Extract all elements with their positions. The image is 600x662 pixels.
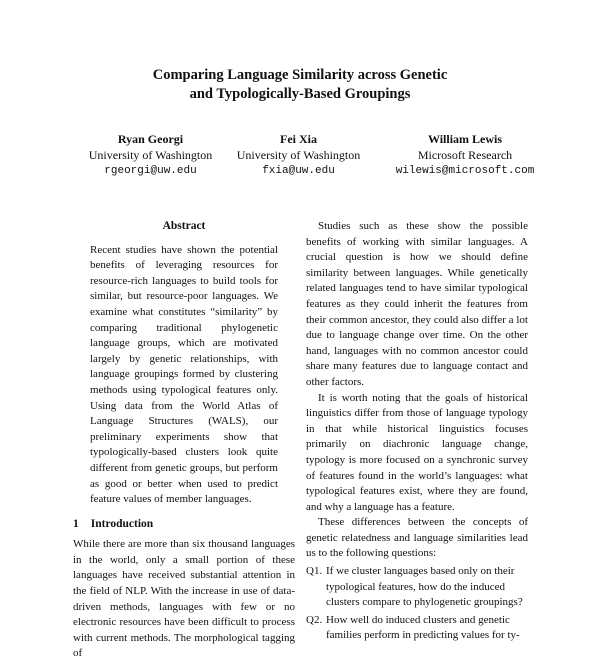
author-name: William Lewis bbox=[427, 132, 503, 146]
intro-paragraph: While there are more than six thousand languages in the world, only a small portion of these languages have received substantial attention in the field of NLP. With the increase in use of data-driven methods, languages with few or no electronic resources have been difficult to process with current methods. The morphological tagging of bbox=[73, 538, 295, 660]
author-email: fxia@uw.edu bbox=[262, 165, 335, 177]
question-text: If we cluster languages based only on their typological features, how do the induced clusters compare to phylogenetic groupings? bbox=[326, 565, 523, 609]
author-affiliation: University of Washington bbox=[88, 148, 213, 162]
author-email: rgeorgi@uw.edu bbox=[104, 165, 197, 177]
author-block bbox=[385, 131, 545, 179]
author-block bbox=[78, 131, 223, 179]
question-label: Q1. bbox=[306, 565, 323, 578]
question-text: How well do induced clusters and genetic families perform in predicting values for ty- bbox=[326, 613, 520, 642]
title-line-1: Comparing Language Similarity across Genetic bbox=[152, 67, 448, 83]
body-paragraph: It is worth noting that the goals of historical linguistics differ from those of language typology in that while historical linguistics focuses primarily on diachronic language change, typology is more focused on a synchronic survey of features found in the world’s languages: what typological features exist, where they are found, and why a language has a feature. bbox=[306, 391, 528, 513]
question-item bbox=[306, 564, 528, 611]
abstract-heading: Abstract bbox=[162, 220, 206, 232]
section-heading bbox=[73, 517, 295, 533]
author-name: Fei Xia bbox=[280, 132, 317, 146]
author-block bbox=[226, 131, 371, 179]
right-column bbox=[306, 219, 528, 644]
section-number: 1 bbox=[73, 517, 79, 530]
body-paragraph: Studies such as these show the possible benefits of working with similar languages. A crucial question is how we should define similarity between languages. While genetically related languages tend to have similar typological features as they could inherit the features from their common ancestor, they could also differ a lot due to language change over time. On the other hand, languages with no common ancestor could share many features due to language contact and other factors. bbox=[306, 220, 528, 388]
question-label: Q2. bbox=[306, 613, 323, 626]
title-line-2: and Typologically-Based Groupings bbox=[189, 86, 411, 102]
body-paragraph: These differences between the concepts of genetic relatedness and language similarities lead us to the following questions: bbox=[306, 516, 528, 560]
author-name: Ryan Georgi bbox=[117, 132, 184, 146]
author-affiliation: University of Washington bbox=[236, 148, 361, 162]
author-affiliation: Microsoft Research bbox=[417, 148, 513, 162]
abstract-text: Recent studies have shown the potential benefits of leveraging resources for resource-rich languages to build tools for similar, but resource-poor languages. We examine what constitutes “similarity” by comparing traditional phylogenetic language groups, which are motivated largely by genetic relationships, with language groupings formed by clustering methods using typological features only. Using data from the World Atlas of Language Structures (WALS), our preliminary experiments show that typologically-based clusters look quite different from genetic groups, but perform as good or better when used to predict feature values of member languages. bbox=[90, 243, 278, 506]
left-column bbox=[73, 219, 295, 662]
paper-title bbox=[0, 66, 600, 104]
section-title: Introduction bbox=[90, 517, 154, 530]
author-email: wilewis@microsoft.com bbox=[395, 165, 535, 177]
question-item bbox=[306, 613, 528, 644]
